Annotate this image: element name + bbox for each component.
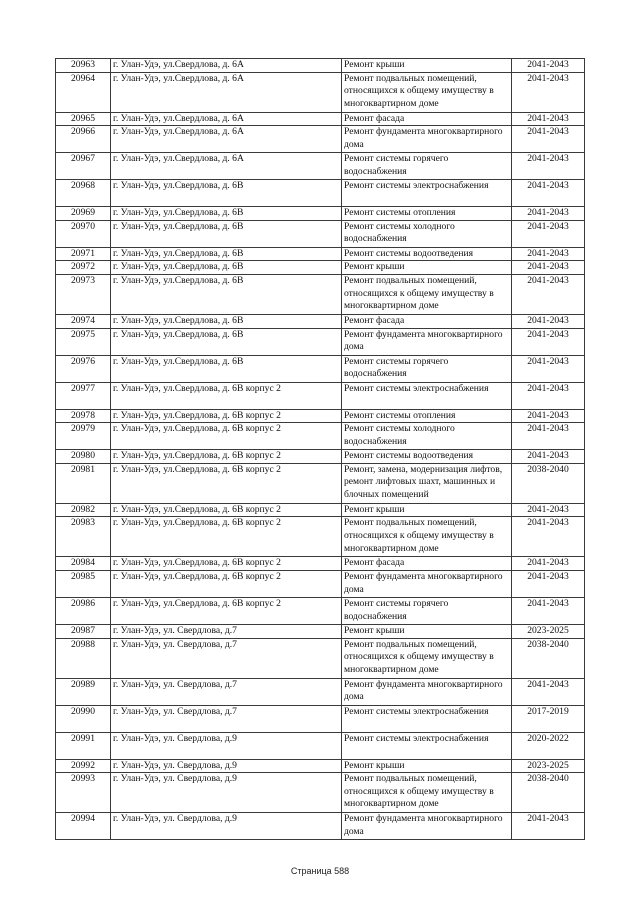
row-work-type: Ремонт системы холодного водоснабжения bbox=[342, 220, 512, 247]
row-address: г. Улан-Удэ, ул.Свердлова, д. 6В корпус 2 bbox=[111, 463, 342, 503]
row-work-type: Ремонт системы отопления bbox=[342, 207, 512, 221]
row-work-type: Ремонт фундамента многоквартирного дома bbox=[342, 813, 512, 840]
row-number: 20971 bbox=[56, 247, 111, 261]
row-address: г. Улан-Удэ, ул.Свердлова, д. 6В bbox=[111, 328, 342, 355]
row-period: 2023-2025 bbox=[512, 759, 585, 773]
table-row bbox=[56, 72, 585, 112]
table-row bbox=[56, 382, 585, 409]
row-number: 20982 bbox=[56, 503, 111, 517]
row-address: г. Улан-Удэ, ул.Свердлова, д. 6В корпус 2 bbox=[111, 557, 342, 571]
row-number: 20976 bbox=[56, 355, 111, 382]
row-work-type: Ремонт фундамента многоквартирного дома bbox=[342, 126, 512, 153]
table-row bbox=[56, 220, 585, 247]
row-period: 2041-2043 bbox=[512, 503, 585, 517]
table-row bbox=[56, 813, 585, 840]
row-number: 20979 bbox=[56, 423, 111, 450]
row-work-type: Ремонт подвальных помещений, относящихся к общему имуществу в многоквартирном доме bbox=[342, 274, 512, 314]
row-number: 20974 bbox=[56, 314, 111, 328]
row-period: 2017-2019 bbox=[512, 705, 585, 732]
table-row bbox=[56, 503, 585, 517]
row-number: 20991 bbox=[56, 732, 111, 759]
table-row bbox=[56, 705, 585, 732]
row-period: 2041-2043 bbox=[512, 328, 585, 355]
row-period: 2041-2043 bbox=[512, 126, 585, 153]
row-address: г. Улан-Удэ, ул. Свердлова, д.9 bbox=[111, 813, 342, 840]
row-number: 20983 bbox=[56, 517, 111, 557]
row-work-type: Ремонт системы электроснабжения bbox=[342, 732, 512, 759]
row-work-type: Ремонт системы отопления bbox=[342, 409, 512, 423]
row-address: г. Улан-Удэ, ул.Свердлова, д. 6В bbox=[111, 355, 342, 382]
row-work-type: Ремонт, замена, модернизация лифтов, ремонт лифтовых шахт, машинных и блочных помещений bbox=[342, 463, 512, 503]
row-period: 2041-2043 bbox=[512, 597, 585, 624]
row-number: 20992 bbox=[56, 759, 111, 773]
table-row bbox=[56, 59, 585, 73]
row-number: 20973 bbox=[56, 274, 111, 314]
page-number: Страница 588 bbox=[290, 866, 350, 876]
table-row bbox=[56, 759, 585, 773]
row-address: г. Улан-Удэ, ул.Свердлова, д. 6В корпус 2 bbox=[111, 423, 342, 450]
table-row bbox=[56, 463, 585, 503]
table-row bbox=[56, 638, 585, 678]
row-work-type: Ремонт системы электроснабжения bbox=[342, 180, 512, 207]
row-number: 20963 bbox=[56, 59, 111, 73]
row-period: 2041-2043 bbox=[512, 59, 585, 73]
table-row bbox=[56, 112, 585, 126]
row-period: 2041-2043 bbox=[512, 557, 585, 571]
row-period: 2038-2040 bbox=[512, 463, 585, 503]
row-number: 20968 bbox=[56, 180, 111, 207]
row-number: 20970 bbox=[56, 220, 111, 247]
row-work-type: Ремонт системы горячего водоснабжения bbox=[342, 153, 512, 180]
row-number: 20965 bbox=[56, 112, 111, 126]
row-address: г. Улан-Удэ, ул. Свердлова, д.9 bbox=[111, 773, 342, 813]
row-period: 2041-2043 bbox=[512, 247, 585, 261]
table-row bbox=[56, 517, 585, 557]
row-address: г. Улан-Удэ, ул. Свердлова, д.7 bbox=[111, 638, 342, 678]
row-address: г. Улан-Удэ, ул. Свердлова, д.9 bbox=[111, 759, 342, 773]
row-number: 20966 bbox=[56, 126, 111, 153]
row-work-type: Ремонт системы водоотведения bbox=[342, 450, 512, 464]
row-address: г. Улан-Удэ, ул.Свердлова, д. 6В корпус 2 bbox=[111, 570, 342, 597]
row-address: г. Улан-Удэ, ул.Свердлова, д. 6В bbox=[111, 261, 342, 275]
row-number: 20975 bbox=[56, 328, 111, 355]
row-work-type: Ремонт подвальных помещений, относящихся к общему имуществу в многоквартирном доме bbox=[342, 517, 512, 557]
row-work-type: Ремонт системы электроснабжения bbox=[342, 705, 512, 732]
row-number: 20964 bbox=[56, 72, 111, 112]
row-work-type: Ремонт крыши bbox=[342, 503, 512, 517]
table-row bbox=[56, 450, 585, 464]
row-number: 20988 bbox=[56, 638, 111, 678]
row-address: г. Улан-Удэ, ул. Свердлова, д.7 bbox=[111, 705, 342, 732]
row-period: 2041-2043 bbox=[512, 813, 585, 840]
row-address: г. Улан-Удэ, ул.Свердлова, д. 6А bbox=[111, 112, 342, 126]
row-work-type: Ремонт фундамента многоквартирного дома bbox=[342, 328, 512, 355]
row-period: 2041-2043 bbox=[512, 423, 585, 450]
row-address: г. Улан-Удэ, ул.Свердлова, д. 6В корпус 2 bbox=[111, 503, 342, 517]
row-work-type: Ремонт фундамента многоквартирного дома bbox=[342, 678, 512, 705]
row-work-type: Ремонт фундамента многоквартирного дома bbox=[342, 570, 512, 597]
row-work-type: Ремонт системы водоотведения bbox=[342, 247, 512, 261]
repair-schedule-table bbox=[55, 58, 585, 840]
row-period: 2041-2043 bbox=[512, 517, 585, 557]
row-number: 20969 bbox=[56, 207, 111, 221]
row-work-type: Ремонт фасада bbox=[342, 314, 512, 328]
row-number: 20978 bbox=[56, 409, 111, 423]
row-address: г. Улан-Удэ, ул.Свердлова, д. 6В bbox=[111, 247, 342, 261]
row-work-type: Ремонт крыши bbox=[342, 624, 512, 638]
row-number: 20985 bbox=[56, 570, 111, 597]
table-row bbox=[56, 207, 585, 221]
table-row bbox=[56, 624, 585, 638]
row-period: 2038-2040 bbox=[512, 638, 585, 678]
row-work-type: Ремонт крыши bbox=[342, 59, 512, 73]
row-period: 2038-2040 bbox=[512, 773, 585, 813]
table-row bbox=[56, 597, 585, 624]
row-address: г. Улан-Удэ, ул.Свердлова, д. 6В bbox=[111, 274, 342, 314]
row-period: 2023-2025 bbox=[512, 624, 585, 638]
row-period: 2020-2022 bbox=[512, 732, 585, 759]
row-number: 20986 bbox=[56, 597, 111, 624]
row-address: г. Улан-Удэ, ул.Свердлова, д. 6В корпус 2 bbox=[111, 597, 342, 624]
row-work-type: Ремонт подвальных помещений, относящихся к общему имуществу в многоквартирном доме bbox=[342, 72, 512, 112]
row-period: 2041-2043 bbox=[512, 409, 585, 423]
row-work-type: Ремонт системы холодного водоснабжения bbox=[342, 423, 512, 450]
row-period: 2041-2043 bbox=[512, 678, 585, 705]
row-address: г. Улан-Удэ, ул.Свердлова, д. 6В корпус 2 bbox=[111, 517, 342, 557]
table-body bbox=[56, 59, 585, 840]
table-row bbox=[56, 570, 585, 597]
table-row bbox=[56, 247, 585, 261]
row-period: 2041-2043 bbox=[512, 274, 585, 314]
row-work-type: Ремонт системы электроснабжения bbox=[342, 382, 512, 409]
table-row bbox=[56, 773, 585, 813]
row-number: 20972 bbox=[56, 261, 111, 275]
table-row bbox=[56, 314, 585, 328]
row-address: г. Улан-Удэ, ул.Свердлова, д. 6В корпус 2 bbox=[111, 409, 342, 423]
row-period: 2041-2043 bbox=[512, 153, 585, 180]
row-work-type: Ремонт фасада bbox=[342, 557, 512, 571]
row-number: 20967 bbox=[56, 153, 111, 180]
row-number: 20981 bbox=[56, 463, 111, 503]
row-number: 20994 bbox=[56, 813, 111, 840]
row-address: г. Улан-Удэ, ул.Свердлова, д. 6А bbox=[111, 153, 342, 180]
row-period: 2041-2043 bbox=[512, 72, 585, 112]
row-period: 2041-2043 bbox=[512, 112, 585, 126]
row-period: 2041-2043 bbox=[512, 261, 585, 275]
row-number: 20980 bbox=[56, 450, 111, 464]
row-number: 20990 bbox=[56, 705, 111, 732]
table-row bbox=[56, 261, 585, 275]
table-row bbox=[56, 557, 585, 571]
table-row bbox=[56, 153, 585, 180]
row-address: г. Улан-Удэ, ул. Свердлова, д.7 bbox=[111, 624, 342, 638]
row-number: 20989 bbox=[56, 678, 111, 705]
row-period: 2041-2043 bbox=[512, 220, 585, 247]
row-period: 2041-2043 bbox=[512, 570, 585, 597]
table-row bbox=[56, 180, 585, 207]
row-address: г. Улан-Удэ, ул.Свердлова, д. 6В bbox=[111, 314, 342, 328]
row-address: г. Улан-Удэ, ул.Свердлова, д. 6А bbox=[111, 126, 342, 153]
row-address: г. Улан-Удэ, ул. Свердлова, д.9 bbox=[111, 732, 342, 759]
table-row bbox=[56, 274, 585, 314]
row-period: 2041-2043 bbox=[512, 382, 585, 409]
row-period: 2041-2043 bbox=[512, 207, 585, 221]
table-row bbox=[56, 126, 585, 153]
row-address: г. Улан-Удэ, ул.Свердлова, д. 6В корпус 2 bbox=[111, 382, 342, 409]
row-work-type: Ремонт подвальных помещений, относящихся к общему имуществу в многоквартирном доме bbox=[342, 773, 512, 813]
table-row bbox=[56, 732, 585, 759]
table-row bbox=[56, 678, 585, 705]
table-row bbox=[56, 423, 585, 450]
row-period: 2041-2043 bbox=[512, 450, 585, 464]
row-period: 2041-2043 bbox=[512, 314, 585, 328]
row-address: г. Улан-Удэ, ул. Свердлова, д.7 bbox=[111, 678, 342, 705]
table-row bbox=[56, 409, 585, 423]
row-work-type: Ремонт крыши bbox=[342, 759, 512, 773]
row-address: г. Улан-Удэ, ул.Свердлова, д. 6В корпус 2 bbox=[111, 450, 342, 464]
table-row bbox=[56, 355, 585, 382]
row-period: 2041-2043 bbox=[512, 355, 585, 382]
row-number: 20977 bbox=[56, 382, 111, 409]
row-work-type: Ремонт крыши bbox=[342, 261, 512, 275]
row-work-type: Ремонт системы горячего водоснабжения bbox=[342, 355, 512, 382]
row-period: 2041-2043 bbox=[512, 180, 585, 207]
row-address: г. Улан-Удэ, ул.Свердлова, д. 6В bbox=[111, 207, 342, 221]
row-work-type: Ремонт фасада bbox=[342, 112, 512, 126]
row-address: г. Улан-Удэ, ул.Свердлова, д. 6В bbox=[111, 220, 342, 247]
row-work-type: Ремонт системы горячего водоснабжения bbox=[342, 597, 512, 624]
row-number: 20984 bbox=[56, 557, 111, 571]
row-address: г. Улан-Удэ, ул.Свердлова, д. 6А bbox=[111, 59, 342, 73]
row-address: г. Улан-Удэ, ул.Свердлова, д. 6В bbox=[111, 180, 342, 207]
row-number: 20987 bbox=[56, 624, 111, 638]
row-number: 20993 bbox=[56, 773, 111, 813]
row-address: г. Улан-Удэ, ул.Свердлова, д. 6А bbox=[111, 72, 342, 112]
row-work-type: Ремонт подвальных помещений, относящихся к общему имуществу в многоквартирном доме bbox=[342, 638, 512, 678]
table-row bbox=[56, 328, 585, 355]
